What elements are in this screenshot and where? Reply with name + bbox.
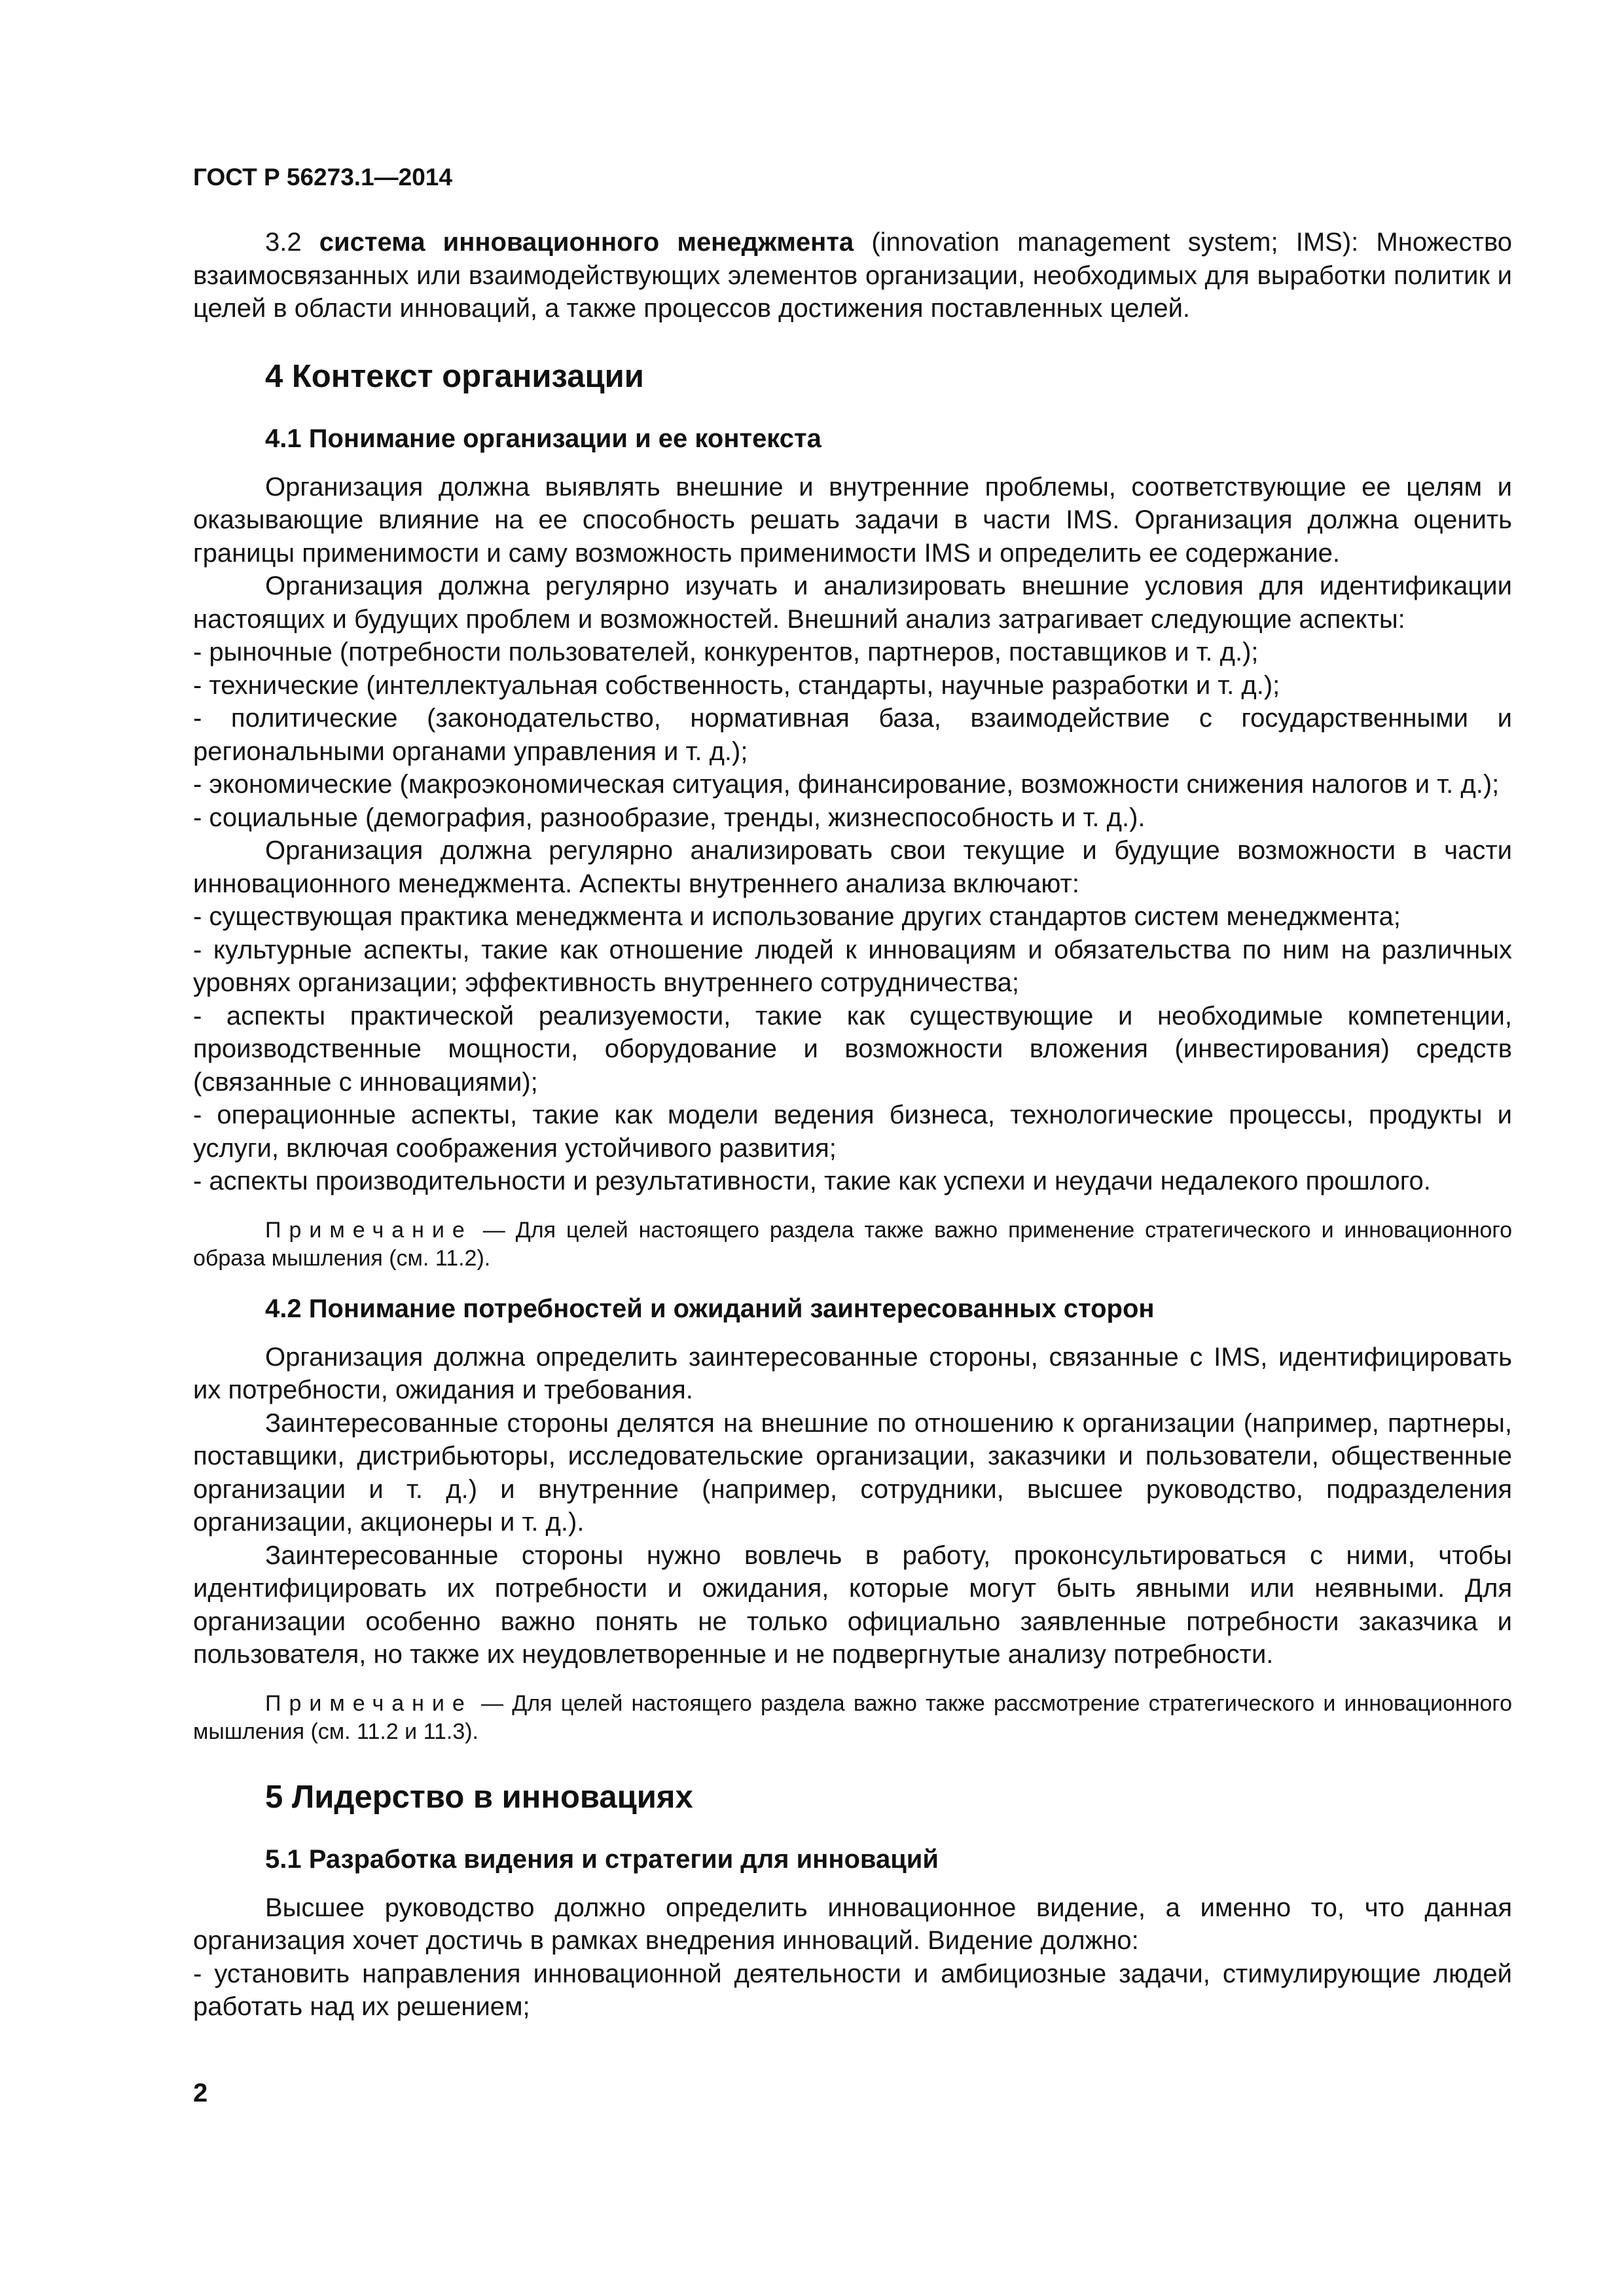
- note-text: — Для целей настоящего раздела также важно применение стратегического и инновационного образа мышления (см. 11.2).: [193, 1217, 1512, 1271]
- list-item: - технические (интеллектуальная собственность, стандарты, научные разработки и т. д.);: [193, 670, 1280, 700]
- definition-term: система инновационного менеджмента: [319, 228, 854, 257]
- list-item: - рыночные (потребности пользователей, конкурентов, партнеров, поставщиков и т. д.);: [193, 638, 1259, 666]
- list-item: - установить направления инновационной деятельности и амбициозные задачи, стимулирующие людей работать над их решением;: [193, 1959, 1512, 2021]
- definition-text: (innovation management system; IMS): Множество взаимосвязанных или взаимодействующих элементов организации, необходимых для выработки политик и целей в области инноваций, а также процессов достижения поставленных целей.: [193, 228, 1512, 323]
- document-header: ГОСТ Р 56273.1—2014: [193, 164, 452, 191]
- paragraph: Организация должна регулярно изучать и анализировать внешние условия для идентификации настоящих и будущих проблем и возможностей. Внешний анализ затрагивает следующие аспекты:: [193, 572, 1512, 634]
- section-4-2-title: 4.2 Понимание потребностей и ожиданий заинтересованных сторон: [265, 1294, 1155, 1323]
- page-number: 2: [193, 2079, 208, 2107]
- note-keyword: Примечание: [265, 1690, 473, 1716]
- section-4-title: 4 Контекст организации: [265, 358, 644, 394]
- list-item: - операционные аспекты, такие как модели ведения бизнеса, технологические процессы, продукты и услуги, включая соображения устойчивого развития;: [193, 1101, 1512, 1163]
- paragraph: Заинтересованные стороны нужно вовлечь в работу, проконсультироваться с ними, чтобы идентифицировать их потребности и ожидания, которые могут быть явными или неявными. Для организации особенно важно понять не только официально заявленные потребности заказчика и пользователя, но также их неудовлетворенные и не подвергнутые анализу потребности.: [193, 1540, 1512, 1669]
- paragraph: Организация должна выявлять внешние и внутренние проблемы, соответствующие ее целям и оказывающие влияние на ее способность решать задачи в части IMS. Организация должна оценить границы применимости и саму возможность применимости IMS и определить ее содержание.: [193, 472, 1512, 568]
- list-item: - аспекты практической реализуемости, такие как существующие и необходимые компетенции, производственные мощности, оборудование и возможности вложения (инвестирования) средств (связанные с инновациями);: [193, 1001, 1512, 1097]
- list-item: - аспекты производительности и результативности, такие как успехи и неудачи недалекого прошлого.: [193, 1167, 1431, 1195]
- note-text: — Для целей настоящего раздела важно также рассмотрение стратегического и инновационного мышления (см. 11.2 и 11.3).: [193, 1690, 1512, 1744]
- paragraph: Организация должна регулярно анализировать свои текущие и будущие возможности в части инновационного менеджмента. Аспекты внутреннего анализа включают:: [193, 836, 1512, 898]
- note-keyword: Примечание: [265, 1217, 473, 1243]
- paragraph: Высшее руководство должно определить инновационное видение, а именно то, что данная организация хочет достичь в рамках внедрения инноваций. Видение должно:: [193, 1893, 1512, 1955]
- paragraph: Организация должна определить заинтересованные стороны, связанные с IMS, идентифицировать их потребности, ожидания и требования.: [193, 1342, 1512, 1404]
- list-item: - существующая практика менеджмента и использование других стандартов систем менеджмента;: [193, 902, 1401, 931]
- list-item: - социальные (демография, разнообразие, тренды, жизнеспособность и т. д.).: [193, 803, 1146, 832]
- paragraph: Заинтересованные стороны делятся на внешние по отношению к организации (например, партнеры, поставщики, дистрибьюторы, исследовательские организации, заказчики и пользователи, общественные организации и т. д.) и внутренние (например, сотрудники, высшее руководство, подразделения организации, акционеры и т. д.).: [193, 1408, 1512, 1537]
- section-4-1-title: 4.1 Понимание организации и ее контекста: [265, 424, 821, 453]
- list-item: - политические (законодательство, нормативная база, взаимодействие с государственными и региональными органами управления и т. д.);: [193, 704, 1512, 766]
- list-item: - экономические (макроэкономическая ситуация, финансирование, возможности снижения налогов и т. д.);: [193, 770, 1500, 799]
- page-content: [193, 226, 1512, 2024]
- list-item: - культурные аспекты, такие как отношение людей к инновациям и обязательства по ним на различных уровнях организации; эффективность внутреннего сотрудничества;: [193, 935, 1512, 997]
- definition-3-2: [193, 226, 1512, 325]
- note: [193, 1690, 1512, 1746]
- section-5-title: 5 Лидерство в инновациях: [265, 1779, 693, 1815]
- note: [193, 1216, 1512, 1273]
- section-5-1-title: 5.1 Разработка видения и стратегии для инноваций: [265, 1844, 939, 1874]
- definition-number: 3.2: [265, 228, 319, 257]
